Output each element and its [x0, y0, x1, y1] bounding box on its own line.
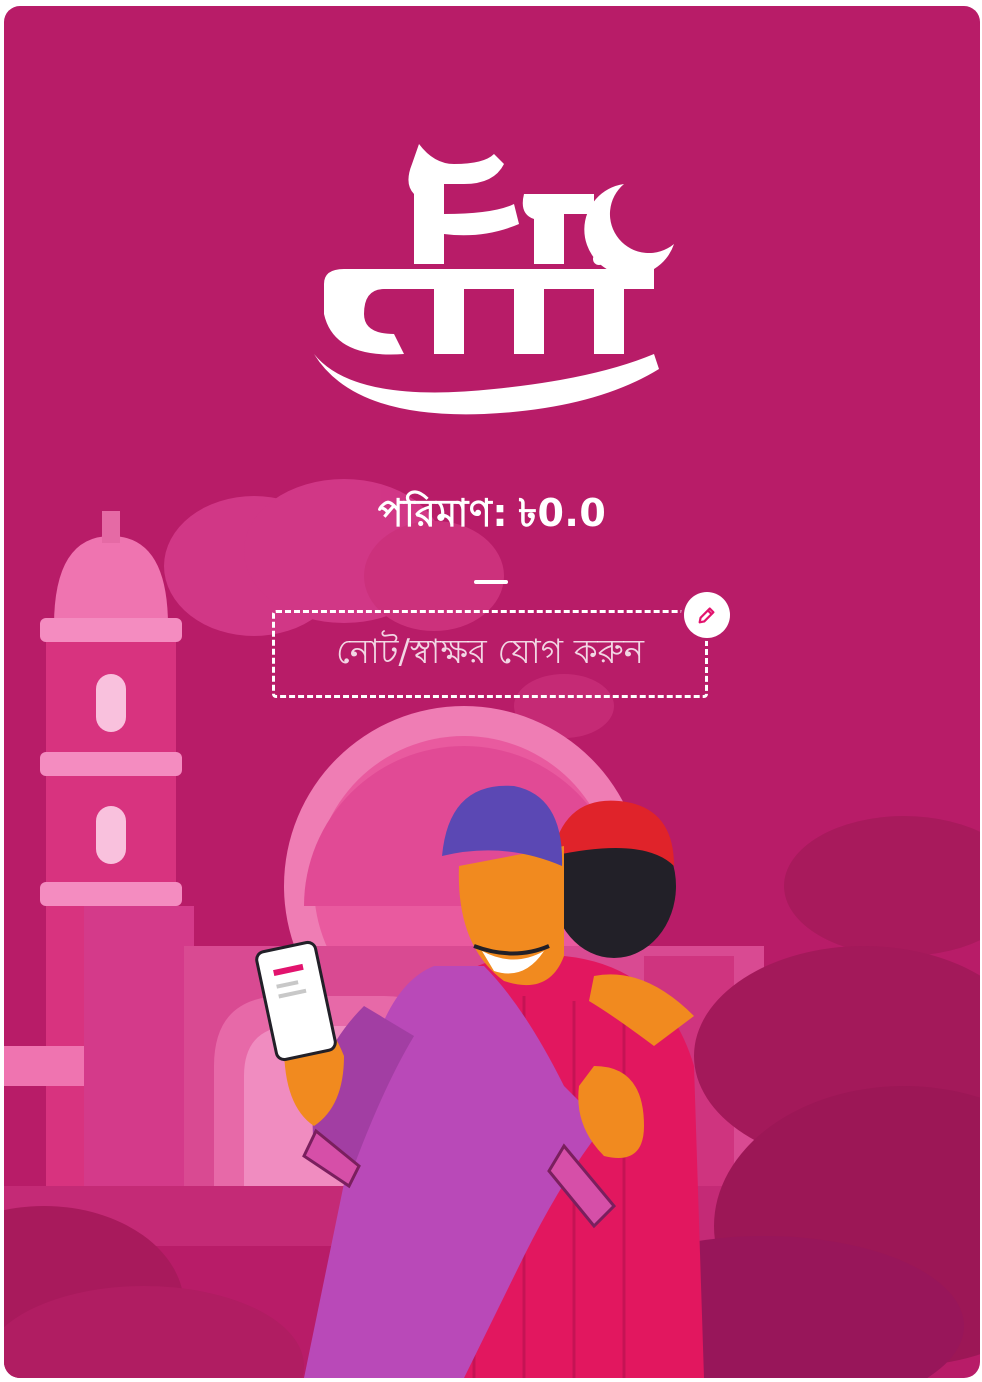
logo-calligraphy [314, 144, 659, 414]
amount-label: পরিমাণ: [377, 491, 509, 535]
pencil-icon [696, 604, 718, 626]
eid-card [4, 6, 980, 1378]
eid-mubarak-logo [294, 124, 694, 424]
note-signature-input[interactable] [272, 610, 708, 698]
amount-value: ৳0.0 [518, 491, 607, 535]
tilde-mark [474, 580, 508, 584]
note-placeholder: নোট/স্বাক্ষর যোগ করুন [335, 631, 645, 672]
amount-display [4, 484, 980, 548]
edit-note-button[interactable] [684, 592, 730, 638]
